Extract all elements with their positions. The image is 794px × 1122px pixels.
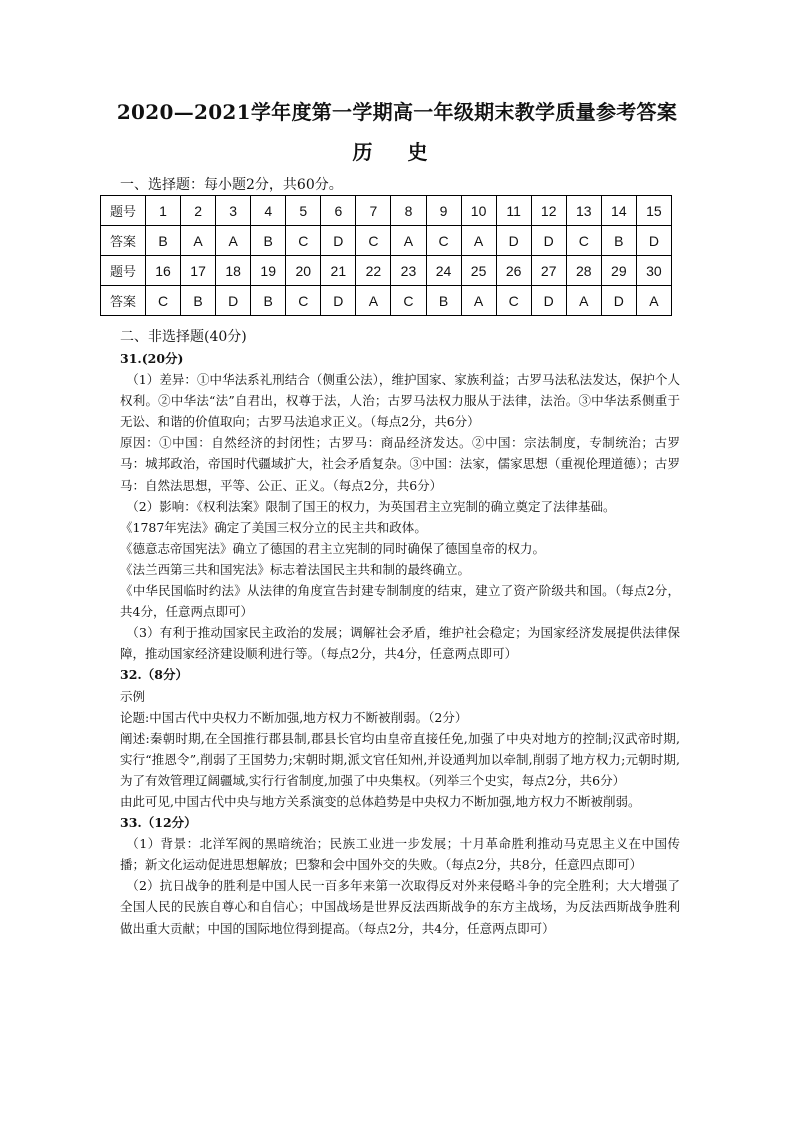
answer-paragraph: （1）差异：①中华法系礼刑结合（侧重公法），维护国家、家族利益；古罗马法私法发达，保护个人权利。②中华法“法”自君出，权尊于法，人治；古罗马法权力服从于法律，法治。③中华法系侧重于无讼、和谐的价值取向；古罗马法追求正义。（每点2分，共6分）	[120, 372, 680, 430]
answer-paragraph: 《法兰西第三共和国宪法》标志着法国民主共和制的最终确立。	[120, 561, 471, 577]
question-number-cell: 16	[146, 256, 181, 286]
answer-cell: B	[146, 226, 181, 256]
answer-paragraph: （3）有利于推动国家民主政治的发展；调解社会矛盾，维护社会稳定；为国家经济发展提供法律保障，推动国家经济建设顺利进行等。（每点2分，共4分，任意两点即可）	[120, 625, 680, 662]
answer-cell: B	[181, 286, 216, 316]
question-number-cell: 28	[566, 256, 601, 286]
question-number-cell: 18	[216, 256, 251, 286]
question-number-cell: 4	[251, 196, 286, 226]
answer-row	[101, 286, 672, 316]
answer-cell: A	[181, 226, 216, 256]
answer-cell: A	[356, 286, 391, 316]
question-number-cell: 2	[181, 196, 216, 226]
answer-cell: D	[636, 226, 671, 256]
question-number-cell: 29	[601, 256, 636, 286]
question-number-cell: 5	[286, 196, 321, 226]
answer-cell: D	[601, 286, 636, 316]
question-number-cell: 8	[391, 196, 426, 226]
answer-cell: A	[636, 286, 671, 316]
question-number-cell: 6	[321, 196, 356, 226]
answer-body	[120, 348, 680, 939]
answer-paragraph: 示例	[120, 688, 146, 704]
answer-cell: D	[496, 226, 531, 256]
answer-cell: B	[426, 286, 461, 316]
question-number-row	[101, 256, 672, 286]
question-number-cell: 20	[286, 256, 321, 286]
answer-cell: A	[216, 226, 251, 256]
question-number-cell: 21	[321, 256, 356, 286]
question-number-row	[101, 196, 672, 226]
answer-cell: B	[251, 226, 286, 256]
answer-cell: C	[146, 286, 181, 316]
question-number-cell: 1	[146, 196, 181, 226]
question-number-cell: 26	[496, 256, 531, 286]
answer-paragraph: 《德意志帝国宪法》确立了德国的君主立宪制的同时确保了德国皇帝的权力。	[120, 540, 546, 556]
question-heading: 32.（8分）	[120, 667, 188, 683]
question-number-cell: 24	[426, 256, 461, 286]
question-number-cell: 23	[391, 256, 426, 286]
section2-heading: 二、非选择题(40分)	[120, 329, 247, 345]
question-number-cell: 30	[636, 256, 671, 286]
question-number-cell: 17	[181, 256, 216, 286]
answer-paragraph: 《中华民国临时约法》从法律的角度宣告封建专制制度的结束，建立了资产阶级共和国。（每点2分，共4分，任意两点即可）	[120, 583, 680, 620]
answer-cell: D	[531, 226, 566, 256]
subject-title: 历 史	[352, 140, 442, 164]
answer-cell: B	[601, 226, 636, 256]
answer-paragraph: （1）背景：北洋军阀的黑暗统治；民族工业进一步发展；十月革命胜利推动马克思主义在中国传播；新文化运动促进思想解放；巴黎和会中国外交的失败。（每点2分，共8分，任意四点即可）	[120, 836, 680, 873]
document-title: 2020—2021学年度第一学期高一年级期末教学质量参考答案	[116, 100, 678, 124]
row-label: 题号	[101, 196, 146, 226]
answer-paragraph: 《1787年宪法》确定了美国三权分立的民主共和政体。	[120, 519, 427, 535]
row-label: 答案	[101, 226, 146, 256]
answer-row	[101, 226, 672, 256]
answer-cell: D	[321, 226, 356, 256]
answer-cell: C	[286, 226, 321, 256]
question-heading: 31.(20分)	[120, 351, 184, 366]
answer-cell: C	[286, 286, 321, 316]
question-number-cell: 3	[216, 196, 251, 226]
question-number-cell: 22	[356, 256, 391, 286]
answer-paragraph: （2）影响：《权利法案》限制了国王的权力，为英国君主立宪制的确立奠定了法律基础。	[126, 498, 616, 514]
answer-paragraph: （2）抗日战争的胜利是中国人民一百多年来第一次取得反对外来侵略斗争的完全胜利；大大增强了全国人民的民族自尊心和自信心；中国战场是世界反法西斯战争的东方主战场，为反法西斯战争胜利做出重大贡献；中国的国际地位得到提高。（每点2分，共4分，任意两点即可）	[120, 878, 680, 936]
question-number-cell: 7	[356, 196, 391, 226]
answer-cell: D	[216, 286, 251, 316]
question-number-cell: 27	[531, 256, 566, 286]
answer-cell: D	[531, 286, 566, 316]
answer-cell: C	[356, 226, 391, 256]
section1-heading: 一、选择题：每小题2分，共60分。	[120, 177, 343, 193]
question-number-cell: 9	[426, 196, 461, 226]
answer-cell: A	[461, 226, 496, 256]
question-number-cell: 12	[531, 196, 566, 226]
question-number-cell: 13	[566, 196, 601, 226]
question-number-cell: 10	[461, 196, 496, 226]
answer-cell: D	[321, 286, 356, 316]
question-number-cell: 14	[601, 196, 636, 226]
question-number-cell: 25	[461, 256, 496, 286]
question-number-cell: 19	[251, 256, 286, 286]
answer-paragraph: 阐述:秦朝时期,在全国推行郡县制,郡县长官均由皇帝直接任免,加强了中央对地方的控制;汉武帝时期,实行“推恩令”,削弱了王国势力;宋朝时期,派文官任知州,并设通判加以牵制,削弱了地方权力;元朝时期,为了有效管理辽阔疆域,实行行省制度,加强了中央集权。（列举三个史实，每点2分，共6分）	[120, 730, 680, 788]
answer-cell: C	[391, 286, 426, 316]
answer-cell: C	[566, 226, 601, 256]
answer-cell: A	[391, 226, 426, 256]
answer-paragraph: 由此可见,中国古代中央与地方关系演变的总体趋势是中央权力不断加强,地方权力不断被削弱。	[120, 793, 641, 809]
row-label: 题号	[101, 256, 146, 286]
answer-cell: C	[426, 226, 461, 256]
question-number-cell: 11	[496, 196, 531, 226]
answer-cell: A	[566, 286, 601, 316]
question-number-cell: 15	[636, 196, 671, 226]
answer-table	[100, 195, 672, 316]
answer-cell: A	[461, 286, 496, 316]
answer-cell: C	[496, 286, 531, 316]
answer-paragraph: 论题:中国古代中央权力不断加强,地方权力不断被削弱。（2分）	[120, 709, 468, 725]
row-label: 答案	[101, 286, 146, 316]
question-heading: 33.（12分）	[120, 815, 197, 831]
answer-cell: B	[251, 286, 286, 316]
answer-paragraph: 原因：①中国：自然经济的封闭性；古罗马：商品经济发达。②中国：宗法制度，专制统治；古罗马：城邦政治，帝国时代疆域扩大，社会矛盾复杂。③中国：法家，儒家思想（重视伦理道德）；古罗马：自然法思想，平等、公正、正义。（每点2分，共6分）	[120, 435, 680, 493]
